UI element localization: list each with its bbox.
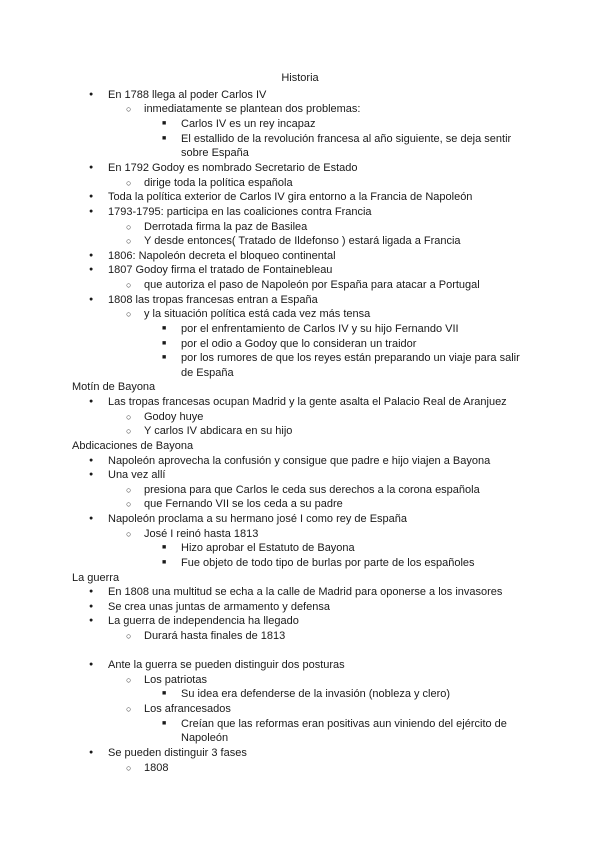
continuation-line: sobre España	[181, 147, 249, 159]
sub-sub-bullet-item: ■ Fue objeto de todo tipo de burlas por parte de los españoles	[181, 556, 475, 570]
sub-bullet-item: ○ José I reinó hasta 1813	[144, 527, 258, 541]
sub-sub-bullet-item: ■ El estallido de la revolución francesa al año siguiente, se deja sentir	[181, 132, 511, 146]
sub-sub-bullet-item: ■ por los rumores de que los reyes están preparando un viaje para salir	[181, 351, 520, 365]
sub-bullet-item: ○ Los patriotas	[144, 673, 207, 687]
bullet-item: ● 1793-1795: participa en las coaliciones contra Francia	[108, 205, 372, 219]
sub-bullet-item: ○ Y carlos IV abdicara en su hijo	[144, 424, 292, 438]
bullet-item: ● Ante la guerra se pueden distinguir dos posturas	[108, 658, 345, 672]
bullet-item: ● Se pueden distinguir 3 fases	[108, 746, 247, 760]
bullet-item: ● 1806: Napoleón decreta el bloqueo continental	[108, 249, 336, 263]
section-heading: La guerra	[72, 572, 120, 584]
bullet-item: ● En 1792 Godoy es nombrado Secretario de Estado	[108, 161, 358, 175]
bullet-item: ● En 1788 llega al poder Carlos IV	[108, 88, 266, 102]
bullet-item: ● Napoleón proclama a su hermano josé I como rey de España	[108, 512, 407, 526]
sub-sub-bullet-item: ■ Su idea era defenderse de la invasión (nobleza y clero)	[181, 687, 450, 701]
bullet-item: ● Napoleón aprovecha la confusión y consigue que padre e hijo viajen a Bayona	[108, 454, 490, 468]
sub-sub-bullet-item: ■ Carlos IV es un rey incapaz	[181, 117, 316, 131]
bullet-item: ● La guerra de independencia ha llegado	[108, 614, 299, 628]
continuation-line: Napoleón	[181, 732, 229, 744]
sub-sub-bullet-item: ■ por el enfrentamiento de Carlos IV y su hijo Fernando VII	[181, 322, 459, 336]
sub-sub-bullet-item: ■ por el odio a Godoy que lo consideran un traidor	[181, 337, 416, 351]
sub-bullet-item: ○ Durará hasta finales de 1813	[144, 629, 285, 643]
section-heading: Abdicaciones de Bayona	[72, 440, 194, 452]
bullet-item: ● En 1808 una multitud se echa a la calle de Madrid para oponerse a los invasores	[108, 585, 502, 599]
sub-bullet-item: ○ inmediatamente se plantean dos problemas:	[144, 102, 360, 116]
bullet-item: ● Una vez allí	[108, 468, 165, 482]
sub-sub-bullet-item: ■ Hizo aprobar el Estatuto de Bayona	[181, 541, 355, 555]
bullet-item: ● Se crea unas juntas de armamento y defensa	[108, 600, 330, 614]
sub-bullet-item: ○ Derrotada firma la paz de Basilea	[144, 220, 307, 234]
sub-bullet-item: ○ Los afrancesados	[144, 702, 231, 716]
sub-bullet-item: ○ Y desde entonces( Tratado de Ildefonso ) estará ligada a Francia	[144, 234, 461, 248]
document-title: Historia	[281, 72, 319, 84]
bullet-item: ● Las tropas francesas ocupan Madrid y la gente asalta el Palacio Real de Aranjuez	[108, 395, 507, 409]
sub-bullet-item: ○ Godoy huye	[144, 410, 203, 424]
section-heading: Motín de Bayona	[72, 381, 156, 393]
sub-bullet-item: ○ 1808	[144, 761, 168, 775]
sub-sub-bullet-item: ■ Creían que las reformas eran positivas aun viniendo del ejército de	[181, 717, 507, 731]
sub-bullet-item: ○ presiona para que Carlos le ceda sus derechos a la corona española	[144, 483, 480, 497]
continuation-line: de España	[181, 367, 234, 379]
bullet-item: ● 1808 las tropas francesas entran a España	[108, 293, 318, 307]
sub-bullet-item: ○ y la situación política está cada vez más tensa	[144, 307, 370, 321]
sub-bullet-item: ○ que Fernando VII se los ceda a su padre	[144, 497, 343, 511]
sub-bullet-item: ○ que autoriza el paso de Napoleón por España para atacar a Portugal	[144, 278, 480, 292]
bullet-item: ● Toda la política exterior de Carlos IV gira entorno a la Francia de Napoleón	[108, 190, 472, 204]
bullet-item: ● 1807 Godoy firma el tratado de Fontainebleau	[108, 263, 332, 277]
sub-bullet-item: ○ dirige toda la política española	[144, 176, 293, 190]
